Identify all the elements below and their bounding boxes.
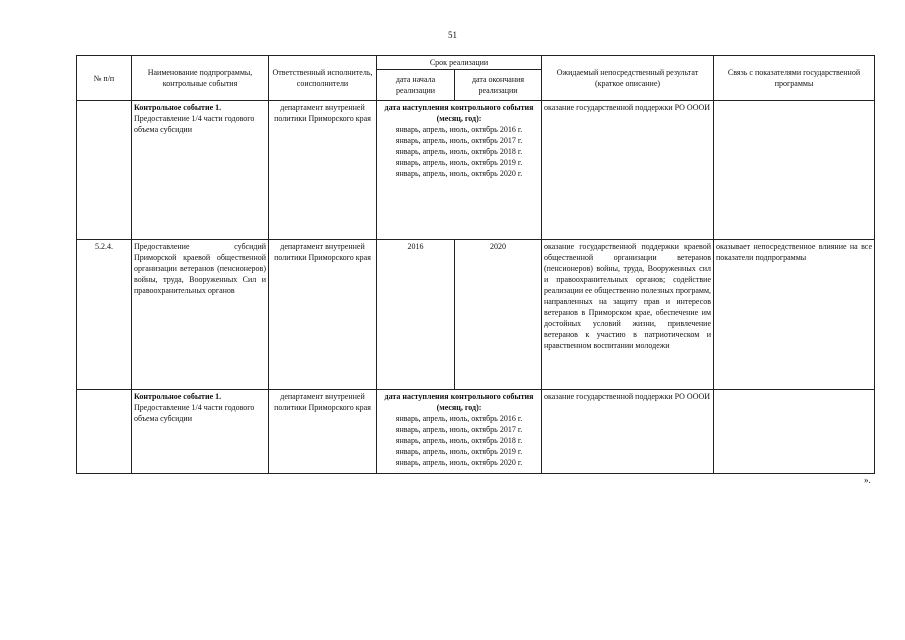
control-event-title: Контрольное событие 1.: [134, 392, 222, 401]
header-term: Срок реализации: [377, 56, 542, 70]
row-name: [132, 390, 269, 474]
table-row: [77, 101, 875, 240]
header-responsible: Ответственный исполнитель, соисполнители: [269, 56, 377, 101]
row-link: оказывает непосредственное влияние на все показатели подпрограммы: [714, 240, 875, 390]
period-line: январь, апрель, июль, октябрь 2020 г.: [395, 169, 523, 178]
period-line: январь, апрель, июль, октябрь 2017 г.: [395, 425, 523, 434]
row-result: оказание государственной поддержки краевой общественной организации ветеранов (пенсионеров) войны, труда, Вооруженных сил и правоохранительных органов; содействие реализации ее общественно полезных программ, направленных на защиту прав и интересов ветеранов в Приморском крае, обеспечение им достойных условий жизни, привлечение ветеранов к участию в патриотическом и нравственном воспитании молодежи: [542, 240, 714, 390]
row-responsible: департамент внутренней политики Приморского края: [269, 390, 377, 474]
period-line: январь, апрель, июль, октябрь 2018 г.: [395, 147, 523, 156]
header-num: № п/п: [77, 56, 132, 101]
period-title: дата наступления контрольного события (месяц, год):: [384, 103, 534, 123]
header-end: дата окончания реализации: [455, 70, 542, 101]
row-name: [132, 101, 269, 240]
row-name: Предоставление субсидий Приморской краевой общественной организации ветеранов (пенсионеров) войны, труда, Вооруженных Сил и правоохранительных органов: [132, 240, 269, 390]
header-start: дата начала реализации: [377, 70, 455, 101]
header-result: Ожидаемый непосредственный результат (краткое описание): [542, 56, 714, 101]
row-responsible: департамент внутренней политики Приморского края: [269, 240, 377, 390]
row-link: [714, 390, 875, 474]
row-responsible: департамент внутренней политики Приморского края: [269, 101, 377, 240]
table-row: [77, 390, 875, 474]
row-num: [77, 390, 132, 474]
table-header-row-1: [77, 56, 875, 70]
program-table: [76, 55, 875, 474]
control-event-text: Предоставление 1/4 части годового объема субсидии: [134, 403, 255, 423]
row-link: [714, 101, 875, 240]
period-title: дата наступления контрольного события (месяц, год):: [384, 392, 534, 412]
row-result: оказание государственной поддержки РО ОООИ: [542, 390, 714, 474]
period-line: январь, апрель, июль, октябрь 2018 г.: [395, 436, 523, 445]
row-period: [377, 390, 542, 474]
period-line: январь, апрель, июль, октябрь 2019 г.: [395, 158, 523, 167]
row-start: 2016: [377, 240, 455, 390]
period-line: январь, апрель, июль, октябрь 2016 г.: [395, 414, 523, 423]
row-end: 2020: [455, 240, 542, 390]
table-row: [77, 240, 875, 390]
period-line: январь, апрель, июль, октябрь 2019 г.: [395, 447, 523, 456]
period-line: январь, апрель, июль, октябрь 2016 г.: [395, 125, 523, 134]
header-link: Связь с показателями государственной программы: [714, 56, 875, 101]
period-line: январь, апрель, июль, октябрь 2020 г.: [395, 458, 523, 467]
row-result: оказание государственной поддержки РО ОООИ: [542, 101, 714, 240]
row-period: [377, 101, 542, 240]
page-number: 51: [448, 30, 457, 40]
header-name: Наименование подпрограммы, контрольные события: [132, 56, 269, 101]
period-line: январь, апрель, июль, октябрь 2017 г.: [395, 136, 523, 145]
row-num: 5.2.4.: [77, 240, 132, 390]
control-event-text: Предоставление 1/4 части годового объема субсидии: [134, 114, 255, 134]
closing-quote-mark: ».: [864, 475, 871, 485]
control-event-title: Контрольное событие 1.: [134, 103, 222, 112]
row-num: [77, 101, 132, 240]
